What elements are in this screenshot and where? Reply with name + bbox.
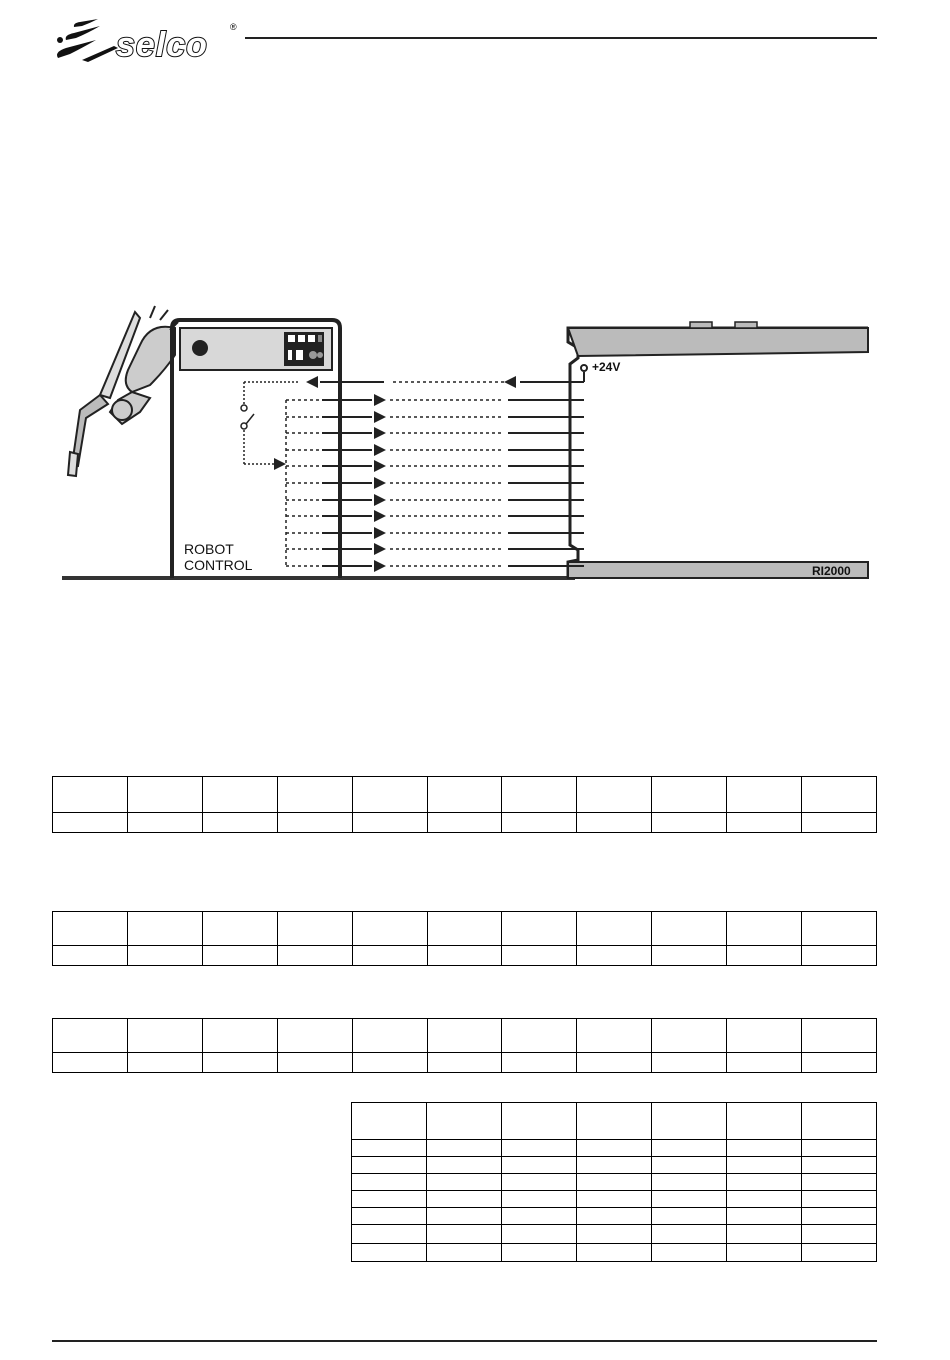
table-cell	[727, 1208, 802, 1225]
table-cell	[727, 1103, 802, 1140]
arrow-right-icon	[374, 444, 386, 456]
table-cell	[652, 912, 727, 946]
switch-icon	[241, 382, 298, 464]
table-cell	[577, 1225, 652, 1244]
table-cell	[277, 946, 352, 966]
table-cell	[427, 1244, 502, 1262]
table-cell	[502, 1157, 577, 1174]
arrow-left-icon	[306, 376, 318, 388]
table-cell	[727, 1225, 802, 1244]
table-row	[352, 1174, 877, 1191]
table-cell	[352, 1103, 427, 1140]
table-cell	[127, 777, 202, 813]
table-cell	[427, 813, 502, 833]
table-cell	[277, 813, 352, 833]
table-row	[352, 1140, 877, 1157]
table-cell	[502, 1244, 577, 1262]
table-cell	[427, 1019, 502, 1053]
arrow-right-icon	[374, 427, 386, 439]
table-cell	[427, 1225, 502, 1244]
table-cell	[802, 1140, 877, 1157]
signal-table-2	[52, 911, 877, 966]
table-cell	[502, 1225, 577, 1244]
table-cell	[577, 1191, 652, 1208]
table-cell	[802, 912, 877, 946]
table-cell	[352, 777, 427, 813]
table-cell	[652, 813, 727, 833]
table-cell	[53, 777, 128, 813]
table-cell	[727, 912, 802, 946]
table-cell	[502, 1140, 577, 1157]
table-cell	[502, 1191, 577, 1208]
table-cell	[577, 1244, 652, 1262]
table-cell	[277, 1019, 352, 1053]
table-cell	[652, 1103, 727, 1140]
table-cell	[502, 777, 577, 813]
table-cell	[802, 1244, 877, 1262]
table-cell	[727, 1157, 802, 1174]
table-cell	[802, 1103, 877, 1140]
table-cell	[727, 946, 802, 966]
arrow-right-icon	[274, 458, 286, 470]
table-cell	[652, 1174, 727, 1191]
table-cell	[202, 1019, 277, 1053]
arrow-right-icon	[374, 543, 386, 555]
arrow-right-icon	[374, 527, 386, 539]
table-cell	[727, 1053, 802, 1073]
table-cell	[427, 777, 502, 813]
table-cell	[577, 1053, 652, 1073]
table-cell	[427, 1103, 502, 1140]
table-row	[53, 912, 877, 946]
table-cell	[352, 946, 427, 966]
signal-table-4	[351, 1102, 877, 1262]
table-cell	[802, 777, 877, 813]
table-cell	[652, 946, 727, 966]
header-rule	[245, 37, 877, 39]
table-cell	[652, 777, 727, 813]
table-cell	[502, 1208, 577, 1225]
table-cell	[352, 1225, 427, 1244]
table-cell	[652, 1053, 727, 1073]
table-cell	[577, 1174, 652, 1191]
table-cell	[427, 1174, 502, 1191]
table-cell	[802, 1053, 877, 1073]
table-cell	[652, 1157, 727, 1174]
table-cell	[652, 1140, 727, 1157]
table-cell	[652, 1019, 727, 1053]
table-cell	[802, 946, 877, 966]
table-cell	[727, 777, 802, 813]
selco-logo	[52, 18, 242, 68]
table-cell	[127, 912, 202, 946]
table-cell	[427, 1191, 502, 1208]
table-cell	[127, 1019, 202, 1053]
table-cell	[652, 1208, 727, 1225]
arrow-left-icon	[504, 376, 516, 388]
wiring-diagram	[0, 300, 950, 590]
arrow-right-icon	[374, 510, 386, 522]
table-cell	[202, 777, 277, 813]
table-cell	[502, 946, 577, 966]
signal-table-1	[52, 776, 877, 833]
table-cell	[727, 1191, 802, 1208]
registered-mark: ®	[230, 22, 237, 32]
table-cell	[427, 1053, 502, 1073]
table-row	[352, 1157, 877, 1174]
table-row	[352, 1103, 877, 1140]
arrow-right-icon	[374, 560, 386, 572]
table-row	[53, 1053, 877, 1073]
table-cell	[502, 1053, 577, 1073]
footer-rule	[52, 1340, 877, 1342]
table-cell	[352, 813, 427, 833]
arrow-right-icon	[374, 477, 386, 489]
table-cell	[427, 946, 502, 966]
table-cell	[502, 1174, 577, 1191]
table-cell	[577, 1157, 652, 1174]
table-cell	[202, 1053, 277, 1073]
table-cell	[127, 813, 202, 833]
table-cell	[502, 912, 577, 946]
table-cell	[352, 1244, 427, 1262]
table-row	[352, 1208, 877, 1225]
table-row	[53, 777, 877, 813]
unit-label: RI2000	[812, 564, 851, 578]
table-cell	[277, 1053, 352, 1073]
arrow-right-icon	[374, 494, 386, 506]
table-cell	[427, 1140, 502, 1157]
table-row	[352, 1244, 877, 1262]
table-cell	[802, 1019, 877, 1053]
table-cell	[577, 912, 652, 946]
table-cell	[127, 1053, 202, 1073]
table-cell	[127, 946, 202, 966]
robot-arm-icon	[68, 306, 178, 476]
table-cell	[652, 1191, 727, 1208]
table-cell	[202, 813, 277, 833]
table-cell	[502, 1019, 577, 1053]
table-cell	[53, 813, 128, 833]
table-cell	[727, 1244, 802, 1262]
table-cell	[802, 1208, 877, 1225]
arrow-right-icon	[374, 411, 386, 423]
terminal-24v-icon	[581, 365, 587, 371]
table-cell	[502, 1103, 577, 1140]
robot-label-line1: ROBOT	[184, 541, 234, 557]
voltage-label: +24V	[592, 360, 621, 374]
table-cell	[577, 777, 652, 813]
signal-table-3	[52, 1018, 877, 1073]
table-cell	[53, 946, 128, 966]
table-row	[352, 1191, 877, 1208]
logo-swirl-icon	[52, 18, 122, 68]
table-cell	[727, 1140, 802, 1157]
table-cell	[352, 1157, 427, 1174]
control-knob-icon	[192, 340, 208, 356]
robot-label-line2: CONTROL	[184, 557, 253, 573]
table-cell	[277, 777, 352, 813]
table-cell	[652, 1225, 727, 1244]
table-cell	[802, 1174, 877, 1191]
table-cell	[577, 1103, 652, 1140]
signal-lines	[274, 372, 584, 572]
table-cell	[53, 1053, 128, 1073]
table-cell	[577, 1208, 652, 1225]
table-cell	[802, 813, 877, 833]
table-cell	[727, 1019, 802, 1053]
table-cell	[727, 813, 802, 833]
table-cell	[352, 1174, 427, 1191]
table-cell	[577, 1019, 652, 1053]
table-cell	[577, 813, 652, 833]
table-cell	[202, 912, 277, 946]
table-cell	[53, 1019, 128, 1053]
table-cell	[577, 946, 652, 966]
brand-wordmark: selco	[116, 26, 208, 64]
table-row	[352, 1225, 877, 1244]
table-cell	[202, 946, 277, 966]
table-cell	[352, 1140, 427, 1157]
table-cell	[427, 1208, 502, 1225]
table-row	[53, 946, 877, 966]
table-cell	[352, 1191, 427, 1208]
table-cell	[53, 912, 128, 946]
table-cell	[352, 1208, 427, 1225]
table-cell	[727, 1174, 802, 1191]
table-cell	[577, 1140, 652, 1157]
table-cell	[352, 1053, 427, 1073]
arrow-right-icon	[374, 460, 386, 472]
arrow-right-icon	[374, 394, 386, 406]
table-cell	[502, 813, 577, 833]
table-cell	[802, 1157, 877, 1174]
table-row	[53, 1019, 877, 1053]
table-row	[53, 813, 877, 833]
table-cell	[802, 1225, 877, 1244]
table-cell	[427, 1157, 502, 1174]
table-cell	[352, 1019, 427, 1053]
table-cell	[352, 912, 427, 946]
table-cell	[277, 912, 352, 946]
table-cell	[802, 1191, 877, 1208]
table-cell	[652, 1244, 727, 1262]
table-cell	[427, 912, 502, 946]
